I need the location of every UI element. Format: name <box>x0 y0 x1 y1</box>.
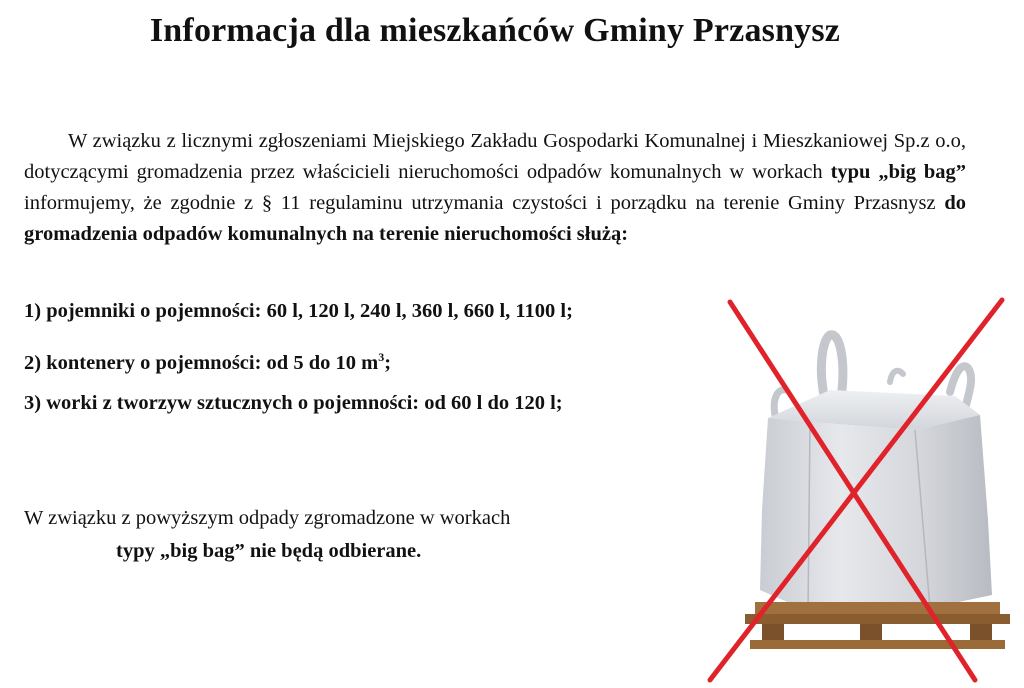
superscript-3: 3 <box>378 350 385 364</box>
intro-text-bold-rule: do gromadzenia odpadów komunalnych na terenie nieruchomości służą: <box>24 192 966 245</box>
crossed-out-big-bag-image <box>700 290 1020 688</box>
container-list <box>24 296 573 434</box>
list-item-containers <box>24 342 573 388</box>
page-title: Informacja dla mieszkańców Gminy Przasnysz <box>149 12 841 49</box>
outro-line-2: typy „big bag” nie będą odbierane. <box>116 540 422 562</box>
intro-text-bold-type: typu „big bag” <box>830 161 966 183</box>
intro-text-2: informujemy, że zgodnie z § 11 regulaminu utrzymania czystości i porządku na terenie Gminy Przasnysz <box>24 192 945 214</box>
crossed-out-big-bag-icon <box>700 290 1020 688</box>
list-item-bins: 1) pojemniki o pojemności: 60 l, 120 l, 240 l, 360 l, 660 l, 1100 l; <box>24 300 573 322</box>
intro-text-1: W związku z licznymi zgłoszeniami Miejskiego Zakładu Gospodarki Komunalnej i Mieszkaniowej Sp.z o.o, dotyczącymi gromadzenia przez właścicieli nieruchomości odpadów komunalnych w workach <box>24 130 966 183</box>
list-item-bags: 3) worki z tworzyw sztucznych o pojemności: od 60 l do 120 l; <box>24 392 563 414</box>
outro-line-1: W związku z powyższym odpady zgromadzone w workach <box>24 507 511 529</box>
list-item-containers-text: 2) kontenery o pojemności: od 5 do 10 m <box>24 351 379 374</box>
list-item-containers-end: ; <box>384 351 392 374</box>
intro-paragraph <box>24 126 966 250</box>
